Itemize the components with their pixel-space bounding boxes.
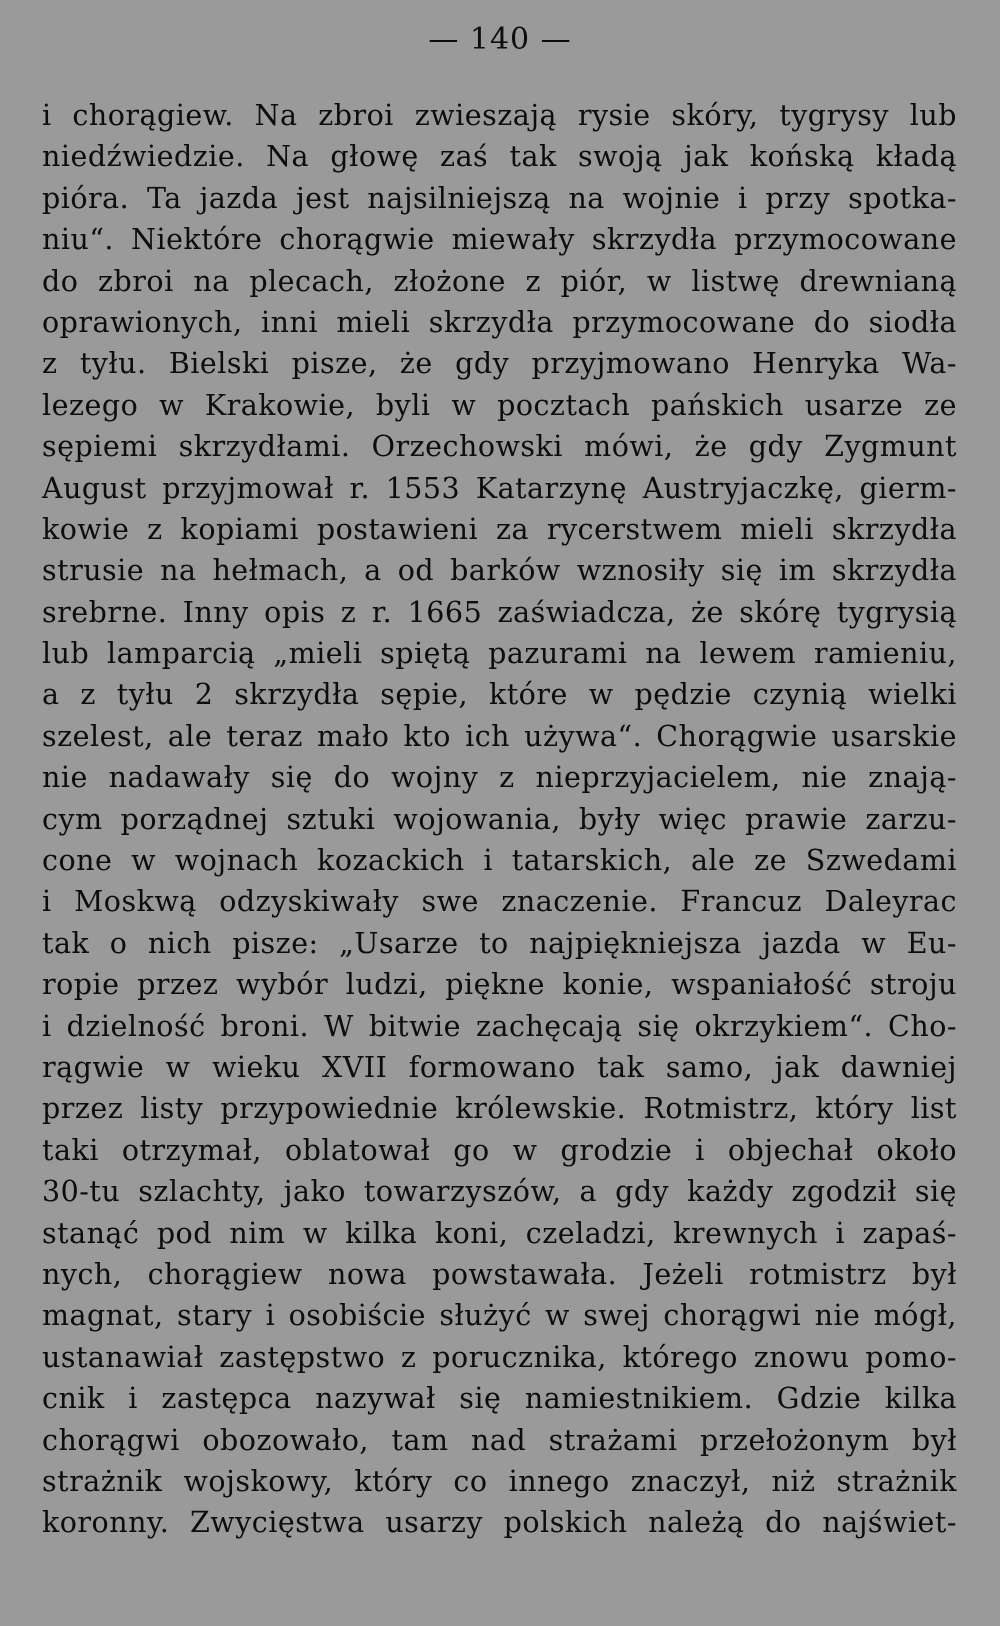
text-line: nie nadawały się do wojny z nieprzyjacielem, nie znają- <box>42 761 957 795</box>
text-line: z tyłu. Bielski pisze, że gdy przyjmowano Henryka Wa- <box>42 347 957 381</box>
text-line: chorągwi obozowało, tam nad strażami przełożonym był <box>42 1423 957 1457</box>
text-line: tak o nich pisze: „Usarze to najpiękniejsza jazda w Eu- <box>42 926 957 960</box>
text-line: August przyjmował r. 1553 Katarzynę Austryjaczkę, gierm- <box>42 471 957 505</box>
text-line: a z tyłu 2 skrzydła sępie, które w pędzie czynią wielki <box>42 678 957 712</box>
text-line: rągwie w wieku XVII formowano tak samo, jak dawniej <box>42 1050 957 1084</box>
text-line: 30-tu szlachty, jako towarzyszów, a gdy każdy zgodził się <box>42 1175 957 1209</box>
text-line: kowie z kopiami postawieni za rycerstwem mieli skrzydła <box>42 512 957 546</box>
text-line: cym porządnej sztuki wojowania, były więc prawie zarzu- <box>42 802 957 836</box>
text-line: ustanawiał zastępstwo z porucznika, którego znowu pomo- <box>42 1340 957 1374</box>
text-line: szelest, ale teraz mało kto ich używa“. Chorągwie usarskie <box>42 719 957 753</box>
text-line: koronny. Zwycięstwa usarzy polskich należą do najświet- <box>42 1506 957 1540</box>
text-line: strażnik wojskowy, który co innego znaczył, niż strażnik <box>42 1464 957 1498</box>
text-line: niedźwiedzie. Na głowę zaś tak swoją jak końską kładą <box>42 140 957 174</box>
text-line: sępiemi skrzydłami. Orzechowski mówi, że gdy Zygmunt <box>42 430 957 464</box>
text-line: i chorągiew. Na zbroi zwieszają rysie skóry, tygrysy lub <box>42 99 957 132</box>
text-line: strusie na hełmach, a od barków wznosiły się im skrzydła <box>42 554 957 588</box>
text-line: lezego w Krakowie, byli w pocztach pańskich usarze ze <box>42 388 957 422</box>
text-line: nych, chorągiew nowa powstawała. Jeżeli rotmistrz był <box>42 1257 957 1291</box>
text-line: stanąć pod nim w kilka koni, czeladzi, krewnych i zapaś- <box>42 1216 957 1250</box>
text-line: lub lamparcią „mieli spiętą pazurami na lewem ramieniu, <box>42 637 957 671</box>
page-number: — 140 — <box>428 22 572 57</box>
text-line: ropie przez wybór ludzi, piękne konie, wspaniałość stroju <box>42 968 957 1002</box>
text-line: srebrne. Inny opis z r. 1665 zaświadcza, że skórę tygrysią <box>42 595 957 629</box>
text-line: przez listy przypowiednie królewskie. Rotmistrz, który list <box>42 1092 957 1126</box>
text-line: pióra. Ta jazda jest najsilniejszą na wojnie i przy spotka- <box>42 181 957 215</box>
body-text <box>42 95 957 1544</box>
text-line: niu“. Niektóre chorągwie miewały skrzydła przymocowane <box>42 223 957 257</box>
text-line: do zbroi na plecach, złożone z piór, w listwę drewnianą <box>42 264 957 298</box>
text-line: i dzielność broni. W bitwie zachęcają się okrzykiem“. Cho- <box>42 1009 957 1043</box>
text-line: magnat, stary i osobiście służyć w swej chorągwi nie mógł, <box>42 1299 957 1333</box>
text-line: oprawionych, inni mieli skrzydła przymocowane do siodła <box>42 305 957 339</box>
text-line: cone w wojnach kozackich i tatarskich, ale ze Szwedami <box>42 844 957 878</box>
text-line: cnik i zastępca nazywał się namiestnikiem. Gdzie kilka <box>42 1382 957 1416</box>
text-line: taki otrzymał, oblatował go w grodzie i objechał około <box>42 1133 957 1167</box>
text-line: i Moskwą odzyskiwały swe znaczenie. Francuz Daleyrac <box>42 885 957 919</box>
